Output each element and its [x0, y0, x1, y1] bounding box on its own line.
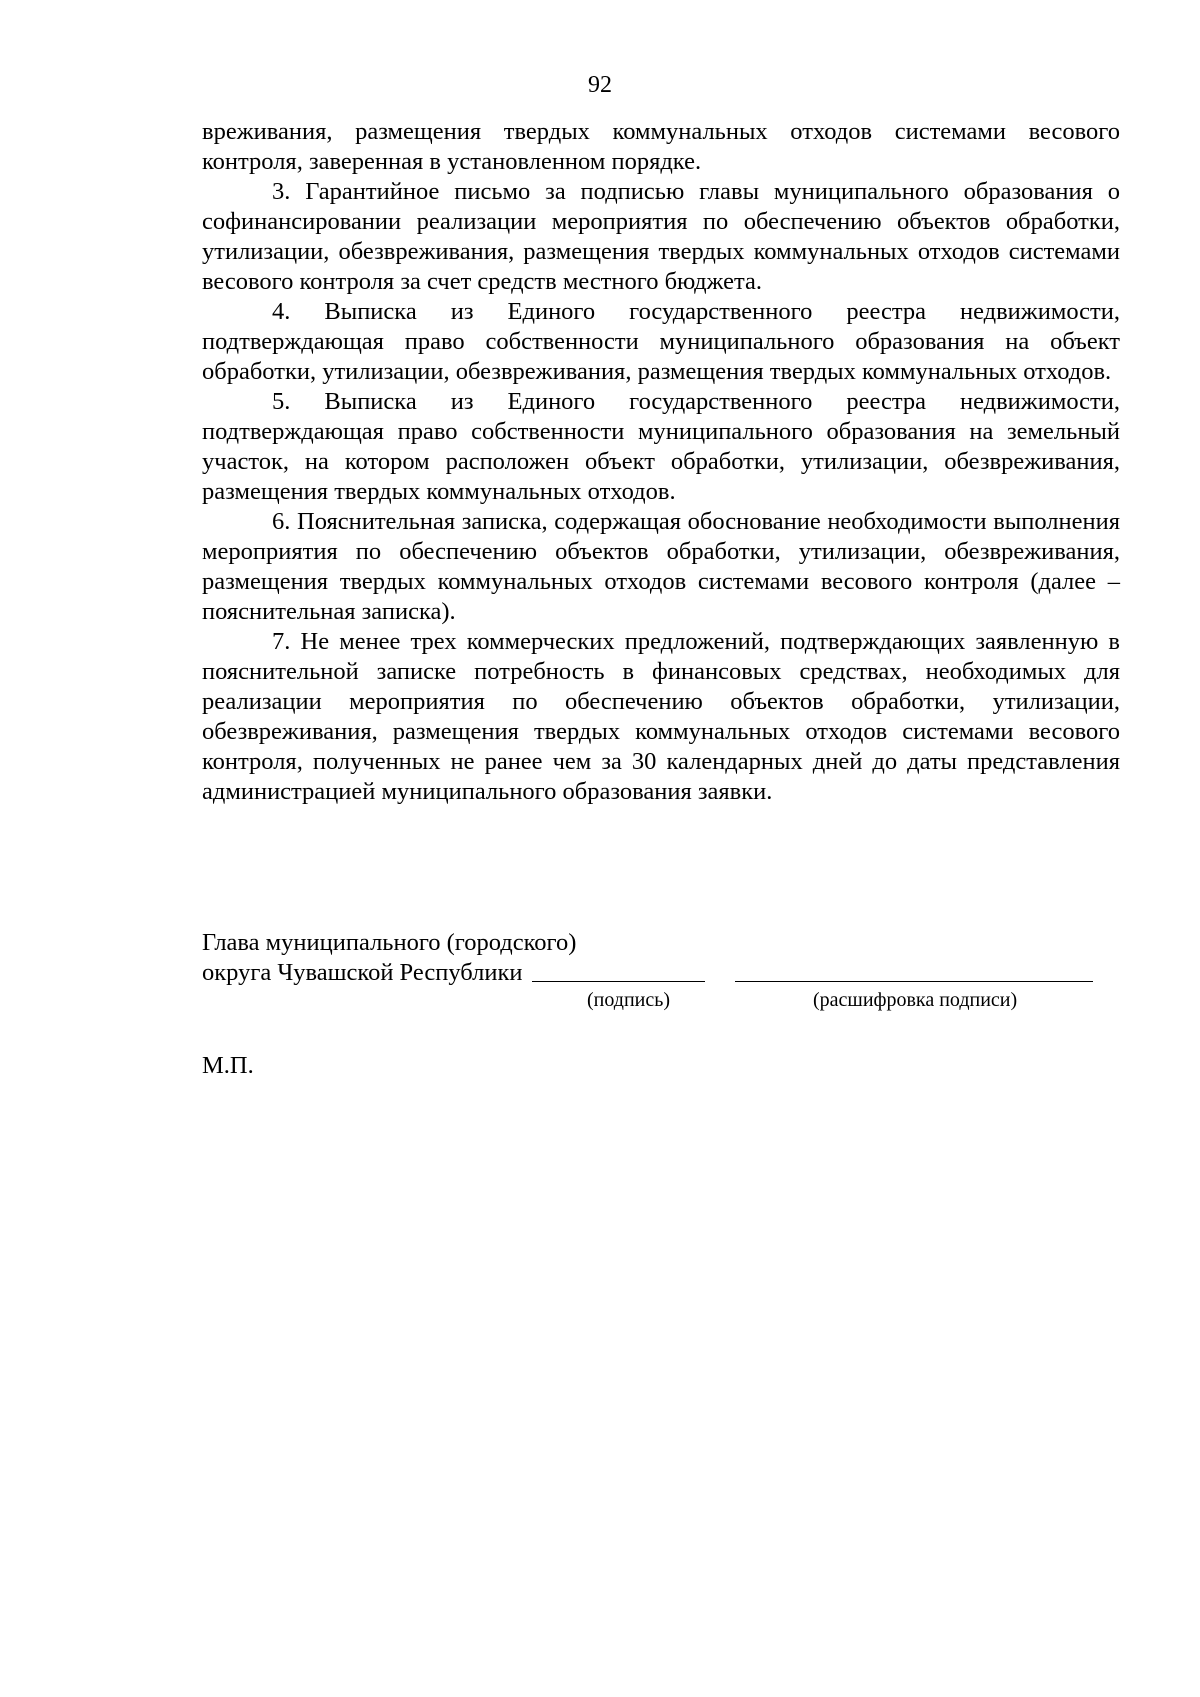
signature-caption: (подпись) [587, 989, 671, 1011]
stamp-place-label: М.П. [202, 1052, 254, 1079]
signature-title-line1: Глава муниципального (городского) [202, 929, 577, 956]
paragraph-item-7: 7. Не менее трех коммерческих предложений, подтверждающих заявленную в пояснительной записке потребность в финансовых средствах, необходимых для реализации мероприятия по обеспечению объектов обработки, утилизации, обезвреживания, размещения твердых коммунальных отходов системами весового контроля, полученных не ранее чем за 30 календарных дней до даты представления администрацией муниципального образования заявки. [202, 628, 1120, 805]
signature-title-line2: округа Чувашской Республики [202, 959, 523, 986]
signature-line [202, 958, 1120, 988]
page-number: 92 [588, 72, 612, 98]
paragraph-item-6: 6. Пояснительная записка, содержащая обоснование необходимости выполнения мероприятия по обеспечению объектов обработки, утилизации, обезвреживания, размещения твердых коммунальных отходов системами весового контроля (далее – пояснительная записка). [202, 508, 1120, 625]
signature-captions [202, 988, 1120, 1014]
signature-blank [532, 980, 705, 982]
paragraph-continuation: вреживания, размещения твердых коммунальных отходов системами весового контроля, заверенная в установленном порядке. [202, 118, 1120, 175]
document-body [202, 117, 1120, 807]
signature-decode-blank [735, 980, 1093, 982]
paragraph-item-5: 5. Выписка из Единого государственного реестра недвижимости, подтверждающая право собственности муниципального образования на земельный участок, на котором расположен объект обработки, утилизации, обезвреживания, размещения твердых коммунальных отходов. [202, 388, 1120, 505]
paragraph-item-4: 4. Выписка из Единого государственного реестра недвижимости, подтверждающая право собственности муниципального образования на объект обработки, утилизации, обезвреживания, размещения твердых коммунальных отходов. [202, 298, 1120, 385]
signature-decode-caption: (расшифровка подписи) [813, 989, 1018, 1011]
signature-block [202, 928, 1120, 1014]
paragraph-item-3: 3. Гарантийное письмо за подписью главы муниципального образования о софинансировании реализации мероприятия по обеспечению объектов обработки, утилизации, обезвреживания, размещения твердых коммунальных отходов системами весового контроля за счет средств местного бюджета. [202, 178, 1120, 295]
